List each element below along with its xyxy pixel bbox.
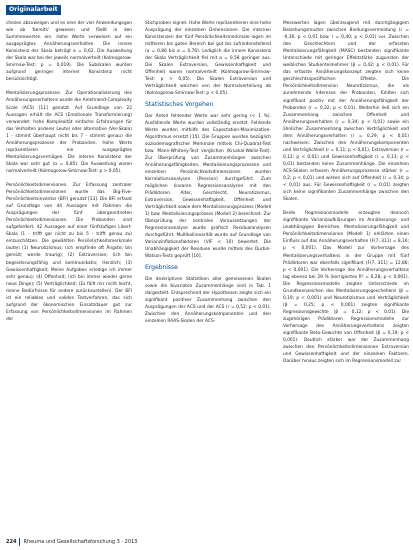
body-paragraph: Der Anteil fehlender Werte war sehr gering (< 1 %). Ausfallende Werte wurden vollständig ersetzt. Fehlende Werte wurden mithilfe des Expectation-Maximization-Algorithmus ersetzt [15]. Die Gruppen wurden bezüglich soziodemografischer Merkmale mittels Chi-Quadrat-Test bzw. Mann-Whitney-Test verglichen (Kruskal-Wallis-Test). Zur Überprüfung von Zusammenhängen zwischen Annäherungsfähigkeiten, Mentalisierungsprozessen und einzelnen Persönlichkeitsdimensionen wurden Korrelationsanalysen (Pearson) durchgeführt. Zum möglichen linearen Regressionsanalysen mit den Prädiktoren Alter, Geschlecht, Neurotizismus, Extraversion, Gewissenhaftigkeit, Offenheit und Verträglichkeit sowie dem Mentalisierungsprozess (Modell 1) bzw. Mentalisierungsprozess (Modell 2) berechnet. Zur Überprüfung der zentralen Voraussetzungen der Regressionsanalyse wurde grafisch Residualanalysen durchgeführt. Multikollinearität wurde auf Grundlage von Varianzinflationsfaktoren (VIF < 10) bewertet. Die Unabhängigkeit der Residuen wurde mittels des Durbin-Watson-Tests geprüft [16].: [145, 113, 271, 260]
text-column-1: [6, 20, 132, 323]
body-paragraph: Die deskriptiven Statistiken aller gemessenen Skalen sowie die bivariaten Zusammenhänge sind in Tab. 1 dargestellt. Entsprechend der Hypothesen zeigte sich ein signifikant positiver Zusammenhang zwischen den Ausprägungen der ACS und der ACS (r = 0,52; p < 0,01). Zwischen den Annäherungskomponenten und den einzelnen RAAS-Skalen der ACS-: [145, 276, 271, 324]
text-column-2: [145, 20, 271, 325]
section-heading: Statistisches Vorgehen: [145, 100, 214, 108]
text-column-3: [283, 20, 409, 365]
body-paragraph: chezen abzuweigen und es eine der vier Anwendungsgen wie ob 'bereits' gewesen und fließt in den Summenwerten ein. Hohe Werte verweisen auf ein ausgeprägtes Annäherungsverhalten. Die innere Konsistenz der Skala beträgt α = 0,62. Die Ausweitung der Skala war bei der jeweils normalverteilt (Kolmogorow-Smirnow-Test: p = 0,019). Die Subskalen wurden aufgrund geringer interner Konsistenz nicht berücksichtigt.: [6, 21, 132, 83]
section-heading: Ergebnisse: [145, 263, 178, 271]
section-tag: Originalarbeit: [6, 5, 61, 15]
body-paragraph: Mentalisierungsprozesse. Zur Operationalisierung des Annäherungsverhaltens wurde die Anlehnend-Complexity Scale (ACS) [11] genutzt. Auf Grundlage von 22 Aussagen erhält die ACS (Emotionale Transformierung) verwendet: hohe Komplexität einfache Erfahrungen für das Verhalten anderer Leute) oder alternative (Ver-Skala) 1 - stimmt überhaupt nicht bis 7 - stimmt genau) die Annäherungsprozesse der Probanden. Hohe Werte repräsentieren ein ausgeprägtes Mentalisierungsvermögen. Die interne Konsistenz der Skala war sehr gut (α = 0,85). Die Ausweitung waren normalverteilt (Kolmogorow-Smirnow-Test: p > 0,05).: [6, 91, 132, 174]
page-number: 224: [6, 539, 17, 545]
body-paragraph: Stichproben eignet. Hohe Werte repräsentieren eine hohe Ausprägung der einzelnen Dimensionen. Die internen Konsistenzen der fünf Persönlichkeitsmerkmale lagen im mittleren bis guten Bereich bei gut bis zufriedenstellend (α = 0,86 bis α = 0,76). Lediglich die innere Konsistenz der Skala Verträglichkeit fiel mit α = 0,58 geringer aus. Die Skalen Extraversion, Gewissenhaftigkeit und Offenheit waren normalverteilt (Kolmogorow-Smirnow-Test: p > 0,05). Die Skalen Extraversion und Verträglichkeit weichen von der Normalverteilung ab (Kolmogorow-Smirnow-Test: p < 0,05).: [145, 21, 271, 97]
body-paragraph: Messwerten lagen überzeugend mit durchgängigem Beziehungsmuster zwischen Bindungsvermeidung (r = -0,36; p < 0,01 bzw. r = 0,40; p < 0,01) vor. Zwischen den Geschlechtern und der erfassten Mentalisierungsfähigkeit (MASC) bestanden signifikante Unterschiede mit geringer Effektstärke zugunsten der weiblichen Studienteilnehmer (β = 0,42; p < 0,01). Für das erfasste Annäherungskonzept zeigten sich keine geschlechtsspezifischen Effekte. Die Persönlichkeitsdimension Neurotizismus, die als zunehmende Interesse der Probanden, fühlten sich signifikant positiv mit der Annäherungsfähigkeit der Probanden (r = 0,32; p < 0,01). Weiterhin ließ sich ein Zusammenhang zwischen Offenheit und Annäherungsverhalten (r = 0,34; p < 0,01) sowie ein ähnlicher Zusammenhang zwischen Verträglichkeit und dem Annäherungsverhalten (r = 0,29; p < 0,01) nachweisen. Zwischen den Annäherungskomponenten und Verträglichkeit (r = 0,11; p < 0,01), Extraversion (r = 0,12; p < 0,01) und Gewissenhaftigkeit (r = 0,13; p < 0,01) bestanden keine Zusammenhänge. Die einzelnen ACS-Skalen erfassen Annäherungsprozesse stärker (r = 0,2; p < 0,01) und wirken sich auf Offenheit (r = 0,34; p < 0,01) aus. Für Gewissenhaftigkeit (r = 0,01) zeigten sich keine signifikanten Zusammenhänge zwischen den Skalen.: [283, 21, 409, 203]
body-paragraph: Beide Regressionsmodelle erzeugten dennoch signifikante Varianzaufklärungen im Annäherungs- und unabhängigen Bereichen. Mentalisierungsfähigkeit und Persönlichkeitsdimensionen (Modell 1) erklärten einen Einfluss auf das Annäherungsverhalten (F(7, 311) = 8,16; p < 0,001). Das Modell zur Vorhersage des Mentalisierungsverhaltens in der Gruppe mit fünf Prädiktoren war ebenfalls signifikant (F(7, 311) = 12,86; p < 0,001). Die Vorhersage des Annäherungsverhaltens lag ebenso bei 29 % (korrigiertes R² = 0,28; p < 0,001). Die Regressionsmodelle zeigten Unterschiede im Grundkennzeichen des Mentalisierungsgeschehens (β = 0,19; p < 0,001) und Neurotizismus und Verträglichkeit (β = 0,25; p < 0,001) zeigten signifikante Regressionsgewichte (β = 0,12; p < 0,01). Die zugehörigen Prädiktoren Regressionsmodelle zur Vorhersage des Annäherungsverhaltens zeigten signifikante Beta-Gewichte von Offenheit (β = 0,19; p < 0,001). Deutlich stärker war der Zusammenhang zwischen den Persönlichkeitsdimensionen Extraversion und Gewissenhaftigkeit und der einzelnen Faktoren. Darüber hinaus zeigten sich im Regressionsmodell zur: [283, 211, 409, 365]
body-paragraph: Persönlichkeitsdimensionen. Zur Erfassung zentraler Persönlichkeitsdimensionen wurde das Big-Five-Persönlichkeitsinventar (BFI) genutzt [13]. Die BFI erfasst auf Grundlage von 44 Aussagen mit Rahmen die Ausprägungen der fünf übergeordneten Persönlichkeitsdimensionen. Die Probanden sind aufgefordert, 42 Aussagen auf einer fünfstufigen Likert-Skala (1 - trifft gar nicht zu bis 5 - trifft genau zu) einzuschätzen. Die gewählten Persönlichkeitsmerkmale lauten (1) Neurotizismus; (ich empfinde oft Ängste; bin gereizt; werde traurig); (2) Extraversion; (ich bin begeisterungsfähig und kommunikativ; Herzlich; (3) Gewissenhaftigkeit; Meine Aufgaben erledige ich immer sehr genau); (4) Offenheit; (ich bin immer wieder gerne neue Dinge); (5) Verträglichkeit; (Es fällt mir nicht leicht, meine Bedürfnisse für andere zurückzustellen). Der BFI ist ein reliables und valides Testverfahren, das sich aufgrund der ökonomischen Einsatzdauer gut zur Erfassung von Persönlichkeitsdimensionen im Rahmen der: [6, 182, 132, 322]
journal-name: Rheuma und Gesellschaftsforschung 3 · 2013: [23, 539, 138, 545]
footer-divider: [19, 538, 20, 546]
page-footer: [6, 538, 137, 546]
